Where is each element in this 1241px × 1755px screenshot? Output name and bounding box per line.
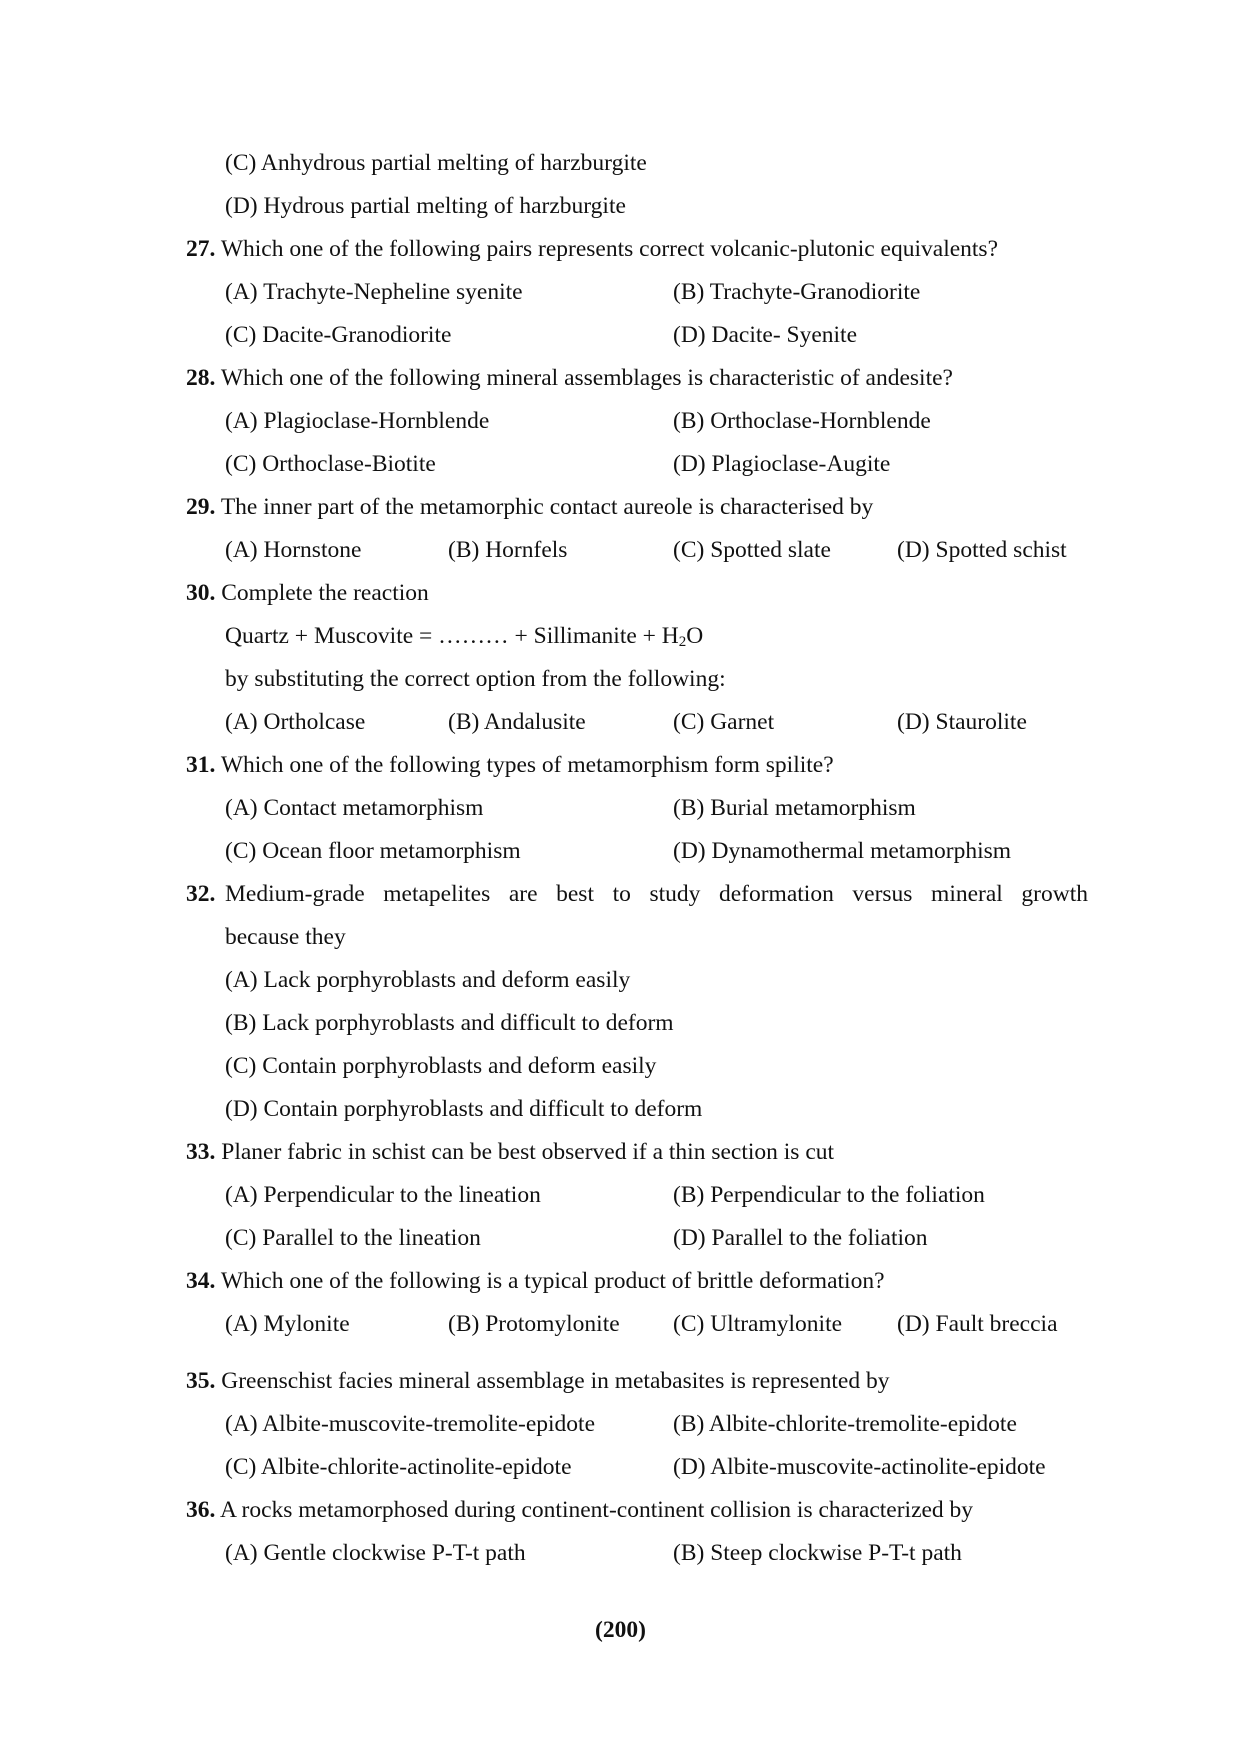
question-30 [186,578,429,608]
option-c: (C) Anhydrous partial melting of harzburgite [225,150,647,176]
option-c: (C) Dacite-Granodiorite [225,322,452,348]
option-b: (B) Protomylonite [448,1311,620,1337]
question-text: Planer fabric in schist can be best observed if a thin section is cut [221,1139,835,1165]
option-c: (C) Contain porphyroblasts and deform easily [225,1053,657,1079]
option-c: (C) Spotted slate [673,537,831,563]
option-a: (A) Mylonite [225,1311,350,1337]
option-a: (A) Albite-muscovite-tremolite-epidote [225,1411,596,1437]
option-d: (D) Staurolite [897,709,1027,735]
question-text-continued: by substituting the correct option from the following: [225,666,726,692]
option-b: (B) Albite-chlorite-tremolite-epidote [673,1411,1017,1437]
question-text: The inner part of the metamorphic contact aureole is characterised by [220,494,874,520]
question-number: 36. [186,1497,216,1523]
option-a: (A) Hornstone [225,537,362,563]
option-d: (D) Dynamothermal metamorphism [673,838,1012,864]
page-number: (200) [595,1617,646,1643]
question-text: Medium-grade metapelites are best to study deformation versus mineral growth [225,881,1088,907]
question-33 [186,1137,834,1167]
question-27 [186,234,998,264]
option-c: (C) Albite-chlorite-actinolite-epidote [225,1454,572,1480]
question-text: Greenschist facies mineral assemblage in metabasites is represented by [221,1368,890,1394]
option-d: (D) Parallel to the foliation [673,1225,928,1251]
question-text-continued: because they [225,924,346,950]
option-d: (D) Hydrous partial melting of harzburgite [225,193,626,219]
question-number: 34. [186,1268,216,1294]
question-number: 35. [186,1368,216,1394]
question-text: Which one of the following types of metamorphism form spilite? [220,752,834,778]
question-35 [186,1366,889,1396]
option-b: (B) Steep clockwise P-T-t path [673,1540,962,1566]
question-31 [186,750,834,780]
reaction-left: Quartz + Muscovite = ……… + Sillimanite + H [225,623,679,649]
option-b: (B) Lack porphyroblasts and difficult to deform [225,1010,674,1036]
question-text: Which one of the following pairs represents correct volcanic-plutonic equivalents? [220,236,999,262]
question-number: 29. [186,494,216,520]
option-a: (A) Plagioclase-Hornblende [225,408,490,434]
option-d: (D) Albite-muscovite-actinolite-epidote [673,1454,1046,1480]
option-a: (A) Perpendicular to the lineation [225,1182,541,1208]
question-text: Which one of the following mineral assemblages is characteristic of andesite? [220,365,953,391]
option-b: (B) Trachyte-Granodiorite [673,279,921,305]
question-34 [186,1266,885,1296]
question-number: 27. [186,236,216,262]
option-c: (C) Ocean floor metamorphism [225,838,521,864]
option-d: (D) Contain porphyroblasts and difficult to deform [225,1096,703,1122]
question-number: 30. [186,580,216,606]
option-b: (B) Burial metamorphism [673,795,916,821]
question-number: 32. [186,881,216,907]
option-c: (C) Garnet [673,709,775,735]
option-b: (B) Orthoclase-Hornblende [673,408,931,434]
question-text: Which one of the following is a typical product of brittle deformation? [220,1268,885,1294]
option-d: (D) Dacite- Syenite [673,322,858,348]
option-b: (B) Andalusite [448,709,586,735]
option-a: (A) Gentle clockwise P-T-t path [225,1540,526,1566]
reaction-subscript: 2 [678,634,687,650]
option-a: (A) Contact metamorphism [225,795,484,821]
question-28 [186,363,953,393]
option-b: (B) Hornfels [448,537,568,563]
question-36 [186,1495,973,1525]
question-29 [186,492,873,522]
question-number: 28. [186,365,216,391]
option-a: (A) Ortholcase [225,709,366,735]
reaction-right: O [686,623,704,649]
question-number: 31. [186,752,216,778]
question-32 [186,879,1088,909]
question-text: A rocks metamorphosed during continent-continent collision is characterized by [219,1497,974,1523]
option-d: (D) Spotted schist [897,537,1067,563]
question-number: 33. [186,1139,216,1165]
option-d: (D) Fault breccia [897,1311,1058,1337]
option-a: (A) Lack porphyroblasts and deform easily [225,967,631,993]
option-d: (D) Plagioclase-Augite [673,451,891,477]
option-c: (C) Ultramylonite [673,1311,843,1337]
option-b: (B) Perpendicular to the foliation [673,1182,985,1208]
question-text: Complete the reaction [221,580,429,606]
option-a: (A) Trachyte-Nepheline syenite [225,279,523,305]
reaction-equation [225,621,703,657]
option-c: (C) Parallel to the lineation [225,1225,481,1251]
option-c: (C) Orthoclase-Biotite [225,451,436,477]
